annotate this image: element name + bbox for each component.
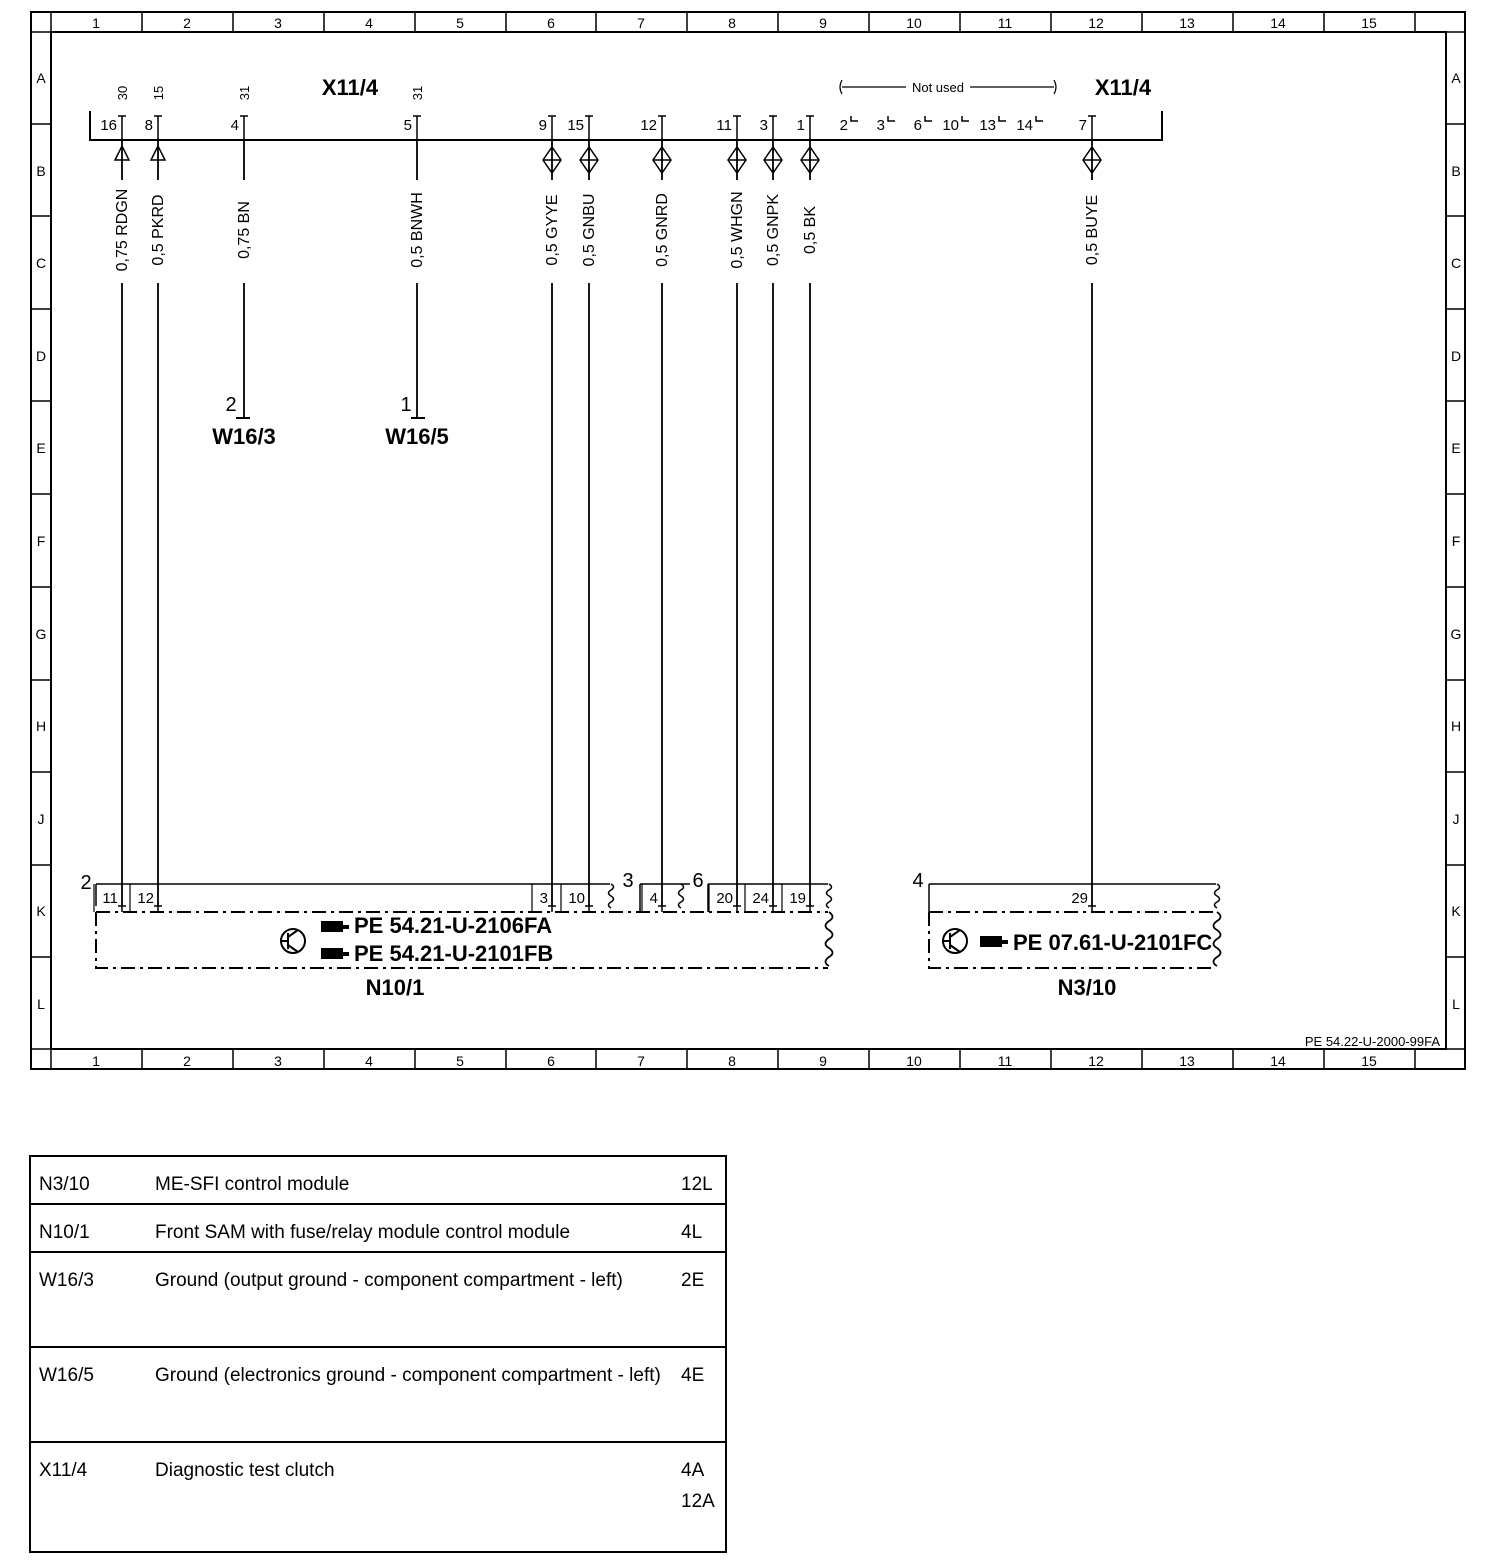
- grid-row-right: H: [1450, 718, 1462, 734]
- legend-code: N10/1: [30, 1204, 147, 1252]
- grid-col-top: 5: [456, 15, 464, 31]
- unused-pin-number: 10: [942, 117, 959, 134]
- wire-color-label: 0,75 RDGN: [114, 188, 131, 272]
- n3-ref: PE 07.61-U-2101FC: [1013, 930, 1213, 955]
- x11-pin-number: 9: [538, 117, 547, 134]
- grid-col-top: 15: [1361, 15, 1377, 31]
- ground-w16-5-pin: 1: [400, 394, 412, 416]
- n3-conn-4-num: 4: [912, 870, 924, 892]
- grid-col-top: 8: [728, 15, 736, 31]
- n10-conn-2-num: 2: [80, 872, 92, 894]
- grid-row-right: F: [1451, 533, 1461, 549]
- x11-label-right: X11/4: [1094, 75, 1152, 100]
- grid-row-left: L: [37, 996, 45, 1012]
- legend-row: [30, 1156, 726, 1204]
- module-pins: [94, 884, 1096, 912]
- grid-col-top: 2: [183, 15, 191, 31]
- grid-row-left: C: [35, 255, 47, 271]
- x11-label-left: X11/4: [321, 75, 379, 100]
- wire-color-label: 0,5 PKRD: [150, 194, 167, 266]
- n10-label: N10/1: [365, 975, 425, 1000]
- n10-ref-2: PE 54.21-U-2101FB: [354, 941, 554, 966]
- wires: [100, 86, 1101, 906]
- grid-row-left: E: [36, 440, 46, 456]
- grid-row-right: G: [1450, 626, 1462, 642]
- legend-location: [673, 1204, 726, 1252]
- legend-description: ME-SFI control module: [155, 1174, 350, 1195]
- unused-pin-number: 13: [979, 117, 996, 134]
- grid-col-bottom: 7: [637, 1053, 645, 1069]
- ground-w16-5-label: W16/5: [385, 424, 449, 449]
- legend-location-value: 4A: [681, 1460, 705, 1481]
- grid-row-right: D: [1450, 348, 1462, 364]
- grid-row-left: J: [37, 811, 45, 827]
- grid-col-bottom: 2: [183, 1053, 191, 1069]
- ground-w16-3-label: W16/3: [212, 424, 276, 449]
- grid-row-left: A: [36, 70, 46, 86]
- terminal-signal: 31: [410, 85, 425, 101]
- outer-frame: [31, 12, 1465, 1069]
- grid-col-top: 14: [1270, 15, 1286, 31]
- x11-pin-number: 4: [230, 117, 239, 134]
- grid-col-top: 12: [1088, 15, 1104, 31]
- wire-color-label: 0,5 GNBU: [581, 193, 598, 267]
- transistor-icon: [280, 929, 305, 953]
- legend-code: W16/5: [30, 1347, 147, 1442]
- grid-row-right: L: [1452, 996, 1460, 1012]
- x11-connector-bar: [90, 111, 1162, 140]
- break-mark: [679, 884, 684, 908]
- grid-col-bottom: 9: [819, 1053, 827, 1069]
- module-pin-number: 29: [1071, 890, 1088, 907]
- legend-description: Ground (output ground - component compartment - left): [147, 1252, 673, 1347]
- wire-color-label: 0,75 BN: [236, 201, 253, 259]
- wire-color-label: 0,5 BK: [802, 205, 819, 255]
- grid-col-bottom: 15: [1361, 1053, 1377, 1069]
- grid-col-bottom: 11: [997, 1053, 1013, 1069]
- module-pin-number: 24: [752, 890, 769, 907]
- grid-col-top: 1: [92, 15, 100, 31]
- module-pin-number: 10: [568, 890, 585, 907]
- doc-number: PE 54.22-U-2000-99FA: [1304, 1034, 1440, 1049]
- legend-location: [673, 1156, 726, 1204]
- legend-row: [30, 1252, 726, 1347]
- module-n3-10: [912, 870, 1220, 1000]
- legend-code: W16/3: [30, 1252, 147, 1347]
- grid-row-left: D: [35, 348, 47, 364]
- n10-conn-6-num: 6: [692, 870, 704, 892]
- grid-row-left: B: [36, 163, 46, 179]
- wire-color-label: 0,5 BUYE: [1084, 194, 1101, 266]
- grid-row-left: F: [36, 533, 46, 549]
- module-pin-number: 19: [789, 890, 806, 907]
- grid-col-bottom: 13: [1179, 1053, 1195, 1069]
- legend-location-value: 12A: [681, 1491, 715, 1512]
- wire-color-label: 0,5 GNRD: [654, 193, 671, 267]
- grid-col-bottom: 10: [906, 1053, 922, 1069]
- module-pin-number: 11: [102, 890, 118, 907]
- legend-code: X11/4: [30, 1442, 147, 1552]
- grid-col-bottom: 5: [456, 1053, 464, 1069]
- x11-pin-number: 5: [403, 117, 412, 134]
- pointing-hand-icon: [321, 921, 349, 932]
- grid-row-right: J: [1452, 811, 1460, 827]
- grid-col-top: 4: [365, 15, 373, 31]
- grid-col-bottom: 3: [274, 1053, 282, 1069]
- legend-location-value: 12L: [681, 1174, 713, 1195]
- pointing-hand-icon: [321, 948, 349, 959]
- wire-color-label: 0,5 GNPK: [765, 193, 782, 267]
- grid-row-left: H: [35, 718, 47, 734]
- grid-col-top: 10: [906, 15, 922, 31]
- transistor-icon: [942, 929, 967, 953]
- grid-col-bottom: 8: [728, 1053, 736, 1069]
- pointing-hand-icon: [980, 936, 1008, 947]
- grid-col-top: 11: [997, 15, 1013, 31]
- terminal-signal: 30: [115, 85, 130, 101]
- grid-row-right: E: [1451, 440, 1461, 456]
- wire-color-label: 0,5 GYYE: [544, 194, 561, 266]
- grid-row-left: K: [36, 903, 46, 919]
- x11-pin-number: 11: [716, 117, 732, 134]
- module-pin-number: 3: [539, 890, 548, 907]
- x11-pin-number: 15: [567, 117, 584, 134]
- x11-pin-number: 16: [100, 117, 117, 134]
- legend-location-value: 4L: [681, 1222, 703, 1243]
- grid-marks: [31, 12, 1465, 1069]
- legend-description: Ground (electronics ground - component compartment - left): [147, 1347, 673, 1442]
- break-mark: [1215, 884, 1220, 908]
- module-pin-number: 20: [716, 890, 733, 907]
- break-mark: [1214, 912, 1221, 966]
- unused-pins: [840, 116, 1043, 134]
- legend-row: [30, 1442, 726, 1552]
- legend-table: [29, 1155, 727, 1553]
- module-pin-number: 4: [649, 890, 658, 907]
- unused-pin-number: 6: [913, 117, 922, 134]
- inner-frame: [51, 32, 1446, 1049]
- x11-pin-number: 1: [796, 117, 805, 134]
- legend-location: [673, 1252, 726, 1347]
- ground-w16-3-pin: 2: [225, 394, 237, 416]
- grid-col-bottom: 6: [547, 1053, 555, 1069]
- legend-location: [673, 1442, 726, 1552]
- n10-ref-1: PE 54.21-U-2106FA: [354, 913, 553, 938]
- legend-description: Front SAM with fuse/relay module control module: [147, 1204, 673, 1252]
- unused-pin-number: 2: [839, 117, 848, 134]
- grid-col-top: 9: [819, 15, 827, 31]
- grid-col-top: 6: [547, 15, 555, 31]
- grid-row-left: G: [35, 626, 47, 642]
- grid-col-bottom: 4: [365, 1053, 373, 1069]
- x11-pin-number: 12: [640, 117, 657, 134]
- unused-pin-number: 3: [876, 117, 885, 134]
- n3-label: N3/10: [1057, 975, 1117, 1000]
- x11-pin-number: 3: [759, 117, 768, 134]
- break-mark: [827, 884, 832, 908]
- break-mark: [609, 884, 614, 908]
- terminal-signal: 31: [237, 85, 252, 101]
- legend-row: [30, 1204, 726, 1252]
- not-used-label: Not used: [911, 80, 965, 95]
- grid-col-top: 3: [274, 15, 282, 31]
- legend-location-value: 2E: [681, 1270, 705, 1291]
- not-used-bracket: [840, 80, 1056, 95]
- legend-description: Diagnostic test clutch: [147, 1442, 673, 1552]
- grid-col-bottom: 14: [1270, 1053, 1286, 1069]
- legend-row: [30, 1347, 726, 1442]
- wire-color-label: 0,5 BNWH: [409, 192, 426, 268]
- grid-col-top: 7: [637, 15, 645, 31]
- module-pin-number: 12: [137, 890, 154, 907]
- grid-row-right: K: [1451, 903, 1461, 919]
- grid-col-bottom: 1: [92, 1053, 100, 1069]
- legend-code: N3/10: [39, 1174, 90, 1195]
- grid-row-right: B: [1451, 163, 1461, 179]
- terminal-signal: 15: [151, 85, 166, 101]
- legend-location-value: 4E: [681, 1365, 705, 1386]
- wire-color-label: 0,5 WHGN: [729, 191, 746, 269]
- x11-pin-number: 7: [1078, 117, 1087, 134]
- n10-conn-3-num: 3: [622, 870, 634, 892]
- legend-location: [673, 1347, 726, 1442]
- x11-pin-number: 8: [144, 117, 153, 134]
- break-mark: [826, 912, 833, 966]
- unused-pin-number: 14: [1016, 117, 1033, 134]
- grid-row-right: C: [1450, 255, 1462, 271]
- grid-row-right: A: [1451, 70, 1461, 86]
- grid-col-bottom: 12: [1088, 1053, 1104, 1069]
- grid-col-top: 13: [1179, 15, 1195, 31]
